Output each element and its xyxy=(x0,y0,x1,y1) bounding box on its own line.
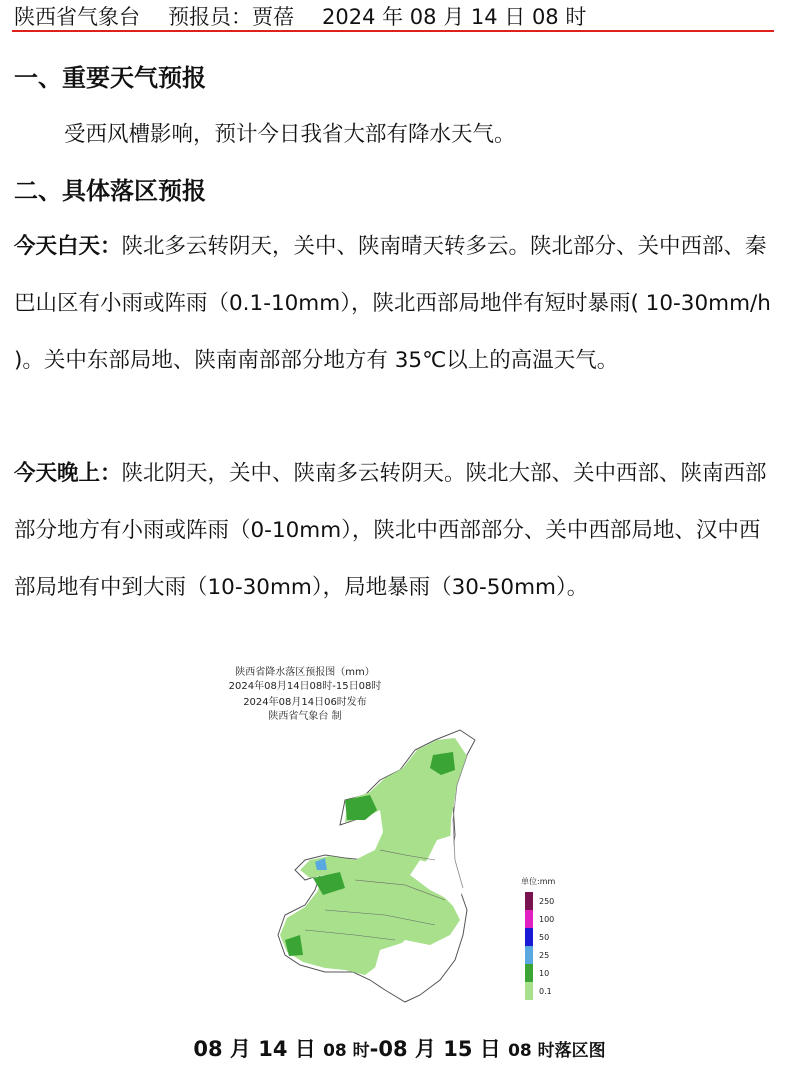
daytime-forecast xyxy=(14,218,774,389)
caption-date-start: 08 月 14 日 xyxy=(193,1037,324,1061)
legend-swatch-5 xyxy=(525,982,533,1000)
daytime-label: 今天白天： xyxy=(14,234,122,259)
precipitation-map xyxy=(205,660,595,1010)
night-text: 陕北阴天，关中、陕南多云转阴天。陕北大部、关中西部、陕南西部部分地方有小雨或阵雨（0-10mm），陕北中西部部分、关中西部局地、汉中西部局地有中到大雨（10-30mm），局地暴雨（30-50mm）。 xyxy=(14,461,767,600)
map-issued: 2024年08月14日06时发布 xyxy=(243,697,367,708)
map-caption xyxy=(0,1034,799,1066)
caption-hour-end: 08 时落区图 xyxy=(508,1041,606,1061)
legend-swatch-0 xyxy=(525,892,533,910)
legend-swatch-3 xyxy=(525,946,533,964)
document-header xyxy=(14,4,785,30)
caption-hour-start: 08 时 xyxy=(323,1041,370,1061)
legend-label-5: 0.1 xyxy=(539,987,552,996)
caption-date-end: -08 月 15 日 xyxy=(369,1037,509,1061)
map-period: 2024年08月14日08时-15日08时 xyxy=(228,681,382,692)
legend-swatch-2 xyxy=(525,928,533,946)
night-forecast xyxy=(14,445,774,616)
night-label: 今天晚上： xyxy=(14,461,122,486)
legend-label-4: 10 xyxy=(539,969,550,978)
map-agency: 陕西省气象台 制 xyxy=(268,711,342,722)
legend-label-3: 25 xyxy=(539,951,550,960)
legend-label-0: 250 xyxy=(539,897,555,906)
map-title: 陕西省降水落区预报图（mm） xyxy=(235,667,375,678)
map-graphic xyxy=(205,660,595,1010)
legend-title: 单位:mm xyxy=(521,877,556,886)
header-divider xyxy=(12,30,774,32)
section1-title: 一、重要天气预报 xyxy=(14,64,206,92)
issue-datetime: 2024 年 08 月 14 日 08 时 xyxy=(322,5,587,29)
section1-body: 受西风槽影响，预计今日我省大部有降水天气。 xyxy=(64,122,516,147)
map-legend xyxy=(525,892,554,1000)
legend-swatch-1 xyxy=(525,910,533,928)
legend-label-2: 50 xyxy=(539,933,550,942)
section2-title: 二、具体落区预报 xyxy=(14,177,206,205)
legend-label-1: 100 xyxy=(539,915,555,924)
legend-swatch-4 xyxy=(525,964,533,982)
daytime-text: 陕北多云转阴天，关中、陕南晴天转多云。陕北部分、关中西部、秦巴山区有小雨或阵雨（0.1-10mm），陕北西部局地伴有短时暴雨( 10-30mm/h )。关中东部局地、陕南南部部分地方有 35℃以上的高温天气。 xyxy=(14,234,771,373)
org-name: 陕西省气象台 xyxy=(14,5,140,29)
forecaster: 预报员：贾蓓 xyxy=(168,5,294,29)
